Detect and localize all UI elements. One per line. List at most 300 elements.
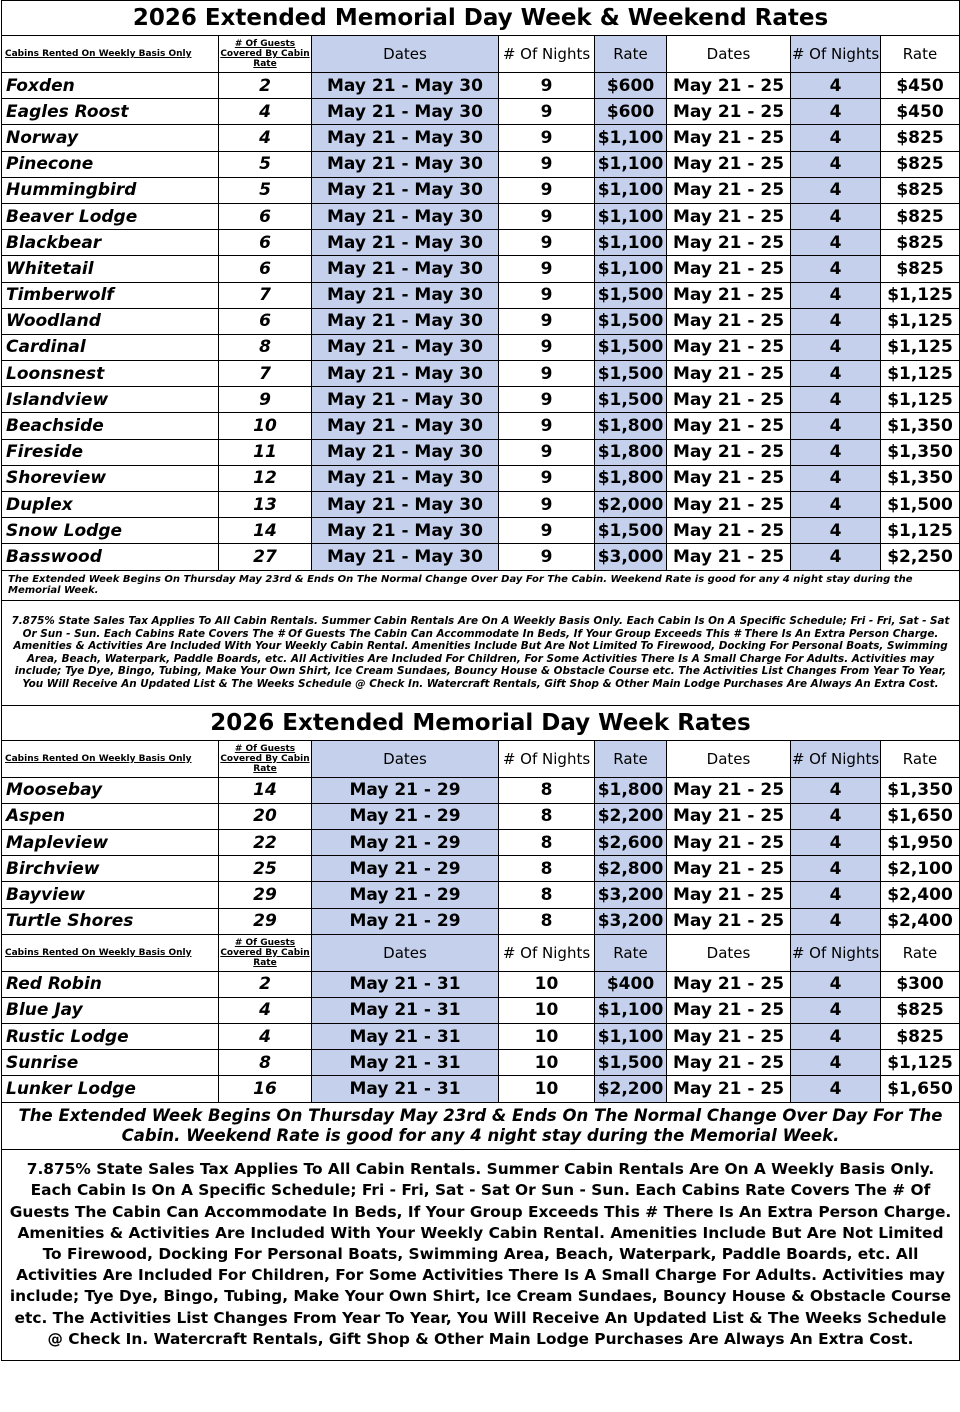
cabins-header: Cabins Rented On Weekly Basis Only: [2, 934, 219, 971]
cabin-name: Beachside: [2, 413, 219, 439]
week-nights: 8: [499, 856, 595, 882]
weekend-nights: 4: [791, 1050, 881, 1076]
table-row: [2, 413, 960, 439]
week-dates: May 21 - 29: [312, 803, 499, 829]
section-1-note: The Extended Week Begins On Thursday May 23rd & Ends On The Normal Change Over Day For The Cabin. Weekend Rate is good for any 4 night stay during the Memorial Week.: [2, 570, 960, 600]
week-nights: 9: [499, 256, 595, 282]
guests-header: # Of Guests Covered By Cabin Rate: [219, 740, 312, 777]
weekend-dates: May 21 - 25: [667, 1050, 791, 1076]
week-rate: $1,800: [595, 439, 667, 465]
weekend-dates: May 21 - 25: [667, 518, 791, 544]
weekend-rate: $1,950: [881, 829, 960, 855]
weekend-nights: 4: [791, 308, 881, 334]
section-2-header-row: [2, 740, 960, 777]
table-row: [2, 518, 960, 544]
table-row: [2, 361, 960, 387]
guest-count: 4: [219, 997, 312, 1023]
week-dates: May 21 - 31: [312, 971, 499, 997]
weekend-dates-header: Dates: [667, 740, 791, 777]
table-row: [2, 73, 960, 99]
rate-header: Rate: [595, 36, 667, 73]
cabin-name: Red Robin: [2, 971, 219, 997]
cabin-name: Blue Jay: [2, 997, 219, 1023]
week-rate: $1,100: [595, 256, 667, 282]
week-rate: $3,000: [595, 544, 667, 570]
week-rate: $1,500: [595, 361, 667, 387]
cabin-name: Duplex: [2, 492, 219, 518]
weekend-nights: 4: [791, 334, 881, 360]
week-rate: $1,100: [595, 177, 667, 203]
cabins-header: Cabins Rented On Weekly Basis Only: [2, 36, 219, 73]
week-nights: 9: [499, 439, 595, 465]
weekend-dates: May 21 - 25: [667, 544, 791, 570]
week-nights: 9: [499, 73, 595, 99]
guest-count: 9: [219, 387, 312, 413]
guest-count: 29: [219, 908, 312, 934]
week-dates: May 21 - May 30: [312, 308, 499, 334]
week-rate: $1,500: [595, 282, 667, 308]
week-dates: May 21 - May 30: [312, 492, 499, 518]
weekend-nights: 4: [791, 361, 881, 387]
weekend-nights: 4: [791, 908, 881, 934]
table-row: [2, 971, 960, 997]
table-row: [2, 125, 960, 151]
week-nights: 9: [499, 151, 595, 177]
weekend-nights: 4: [791, 829, 881, 855]
guest-count: 14: [219, 777, 312, 803]
guest-count: 7: [219, 361, 312, 387]
week-dates: May 21 - 31: [312, 1050, 499, 1076]
table-row: [2, 439, 960, 465]
guest-count: 10: [219, 413, 312, 439]
weekend-nights: 4: [791, 544, 881, 570]
week-nights: 9: [499, 308, 595, 334]
week-dates: May 21 - May 30: [312, 177, 499, 203]
week-rate: $1,100: [595, 203, 667, 229]
cabin-name: Sunrise: [2, 1050, 219, 1076]
weekend-rate: $825: [881, 151, 960, 177]
weekend-nights: 4: [791, 971, 881, 997]
guest-count: 22: [219, 829, 312, 855]
week-nights: 10: [499, 1076, 595, 1102]
guest-count: 2: [219, 971, 312, 997]
weekend-rate: $825: [881, 1024, 960, 1050]
table-row: [2, 387, 960, 413]
table-row: [2, 997, 960, 1023]
nights-header: # Of Nights: [499, 934, 595, 971]
weekend-rate: $2,400: [881, 882, 960, 908]
weekend-nights: 4: [791, 856, 881, 882]
cabins-header: Cabins Rented On Weekly Basis Only: [2, 740, 219, 777]
cabin-name: Woodland: [2, 308, 219, 334]
table-row: [2, 492, 960, 518]
week-dates: May 21 - 31: [312, 1076, 499, 1102]
guest-count: 4: [219, 125, 312, 151]
weekend-dates: May 21 - 25: [667, 492, 791, 518]
week-nights: 9: [499, 492, 595, 518]
cabin-name: Foxden: [2, 73, 219, 99]
cabin-name: Pinecone: [2, 151, 219, 177]
table-row: [2, 203, 960, 229]
weekend-nights: 4: [791, 99, 881, 125]
week-dates: May 21 - 29: [312, 882, 499, 908]
guest-count: 5: [219, 151, 312, 177]
weekend-rate-header: Rate: [881, 740, 960, 777]
weekend-dates: May 21 - 25: [667, 856, 791, 882]
weekend-rate: $1,125: [881, 308, 960, 334]
week-dates: May 21 - May 30: [312, 465, 499, 491]
weekend-dates: May 21 - 25: [667, 151, 791, 177]
week-nights: 8: [499, 777, 595, 803]
table-row: [2, 308, 960, 334]
week-dates: May 21 - May 30: [312, 282, 499, 308]
week-nights: 9: [499, 282, 595, 308]
week-nights: 9: [499, 334, 595, 360]
week-dates: May 21 - 31: [312, 997, 499, 1023]
weekend-rate: $1,125: [881, 387, 960, 413]
weekend-nights: 4: [791, 439, 881, 465]
table-row: [2, 334, 960, 360]
week-nights: 8: [499, 908, 595, 934]
weekend-nights: 4: [791, 125, 881, 151]
weekend-dates: May 21 - 25: [667, 1076, 791, 1102]
guest-count: 7: [219, 282, 312, 308]
weekend-nights: 4: [791, 282, 881, 308]
table-row: [2, 1050, 960, 1076]
table-row: [2, 777, 960, 803]
week-dates: May 21 - 31: [312, 1024, 499, 1050]
section-2-note: The Extended Week Begins On Thursday May 23rd & Ends On The Normal Change Over Day For The Cabin. Weekend Rate is good for any 4 night stay during the Memorial Week.: [2, 1102, 960, 1149]
weekend-rate: $1,350: [881, 439, 960, 465]
weekend-nights: 4: [791, 882, 881, 908]
guest-count: 11: [219, 439, 312, 465]
section-2-info: 7.875% State Sales Tax Applies To All Cabin Rentals. Summer Cabin Rentals Are On A Weekly Basis Only. Each Cabin Is On A Specific Schedule; Fri - Fri, Sat - Sat Or Sun - Sun. Each Cabins Rate Covers The # Of Guests The Cabin Can Accommodate In Beds, If Your Group Exceeds This # There Is An Extra Person Charge. Amenities & Activities Are Included With Your Weekly Cabin Rental. Amenities Include But Are Not Limited To Firewood, Docking For Personal Boats, Swimming Area, Beach, Waterpark, Paddle Boards, etc. All Activities Are Included For Children, For Some Activities There Is A Small Charge For Adults. Activities may include; Tye Dye, Bingo, Tubing, Make Your Own Shirt, Ice Cream Sundaes, Bouncy House & Obstacle Course etc. The Activities List Changes From Year To Year, You Will Receive An Updated List & The Weeks Schedule @ Check In. Watercraft Rentals, Gift Shop & Other Main Lodge Purchases Are Always An Extra Cost.: [2, 1149, 960, 1360]
guest-count: 13: [219, 492, 312, 518]
weekend-rate: $1,500: [881, 492, 960, 518]
week-nights: 9: [499, 203, 595, 229]
weekend-rate: $2,400: [881, 908, 960, 934]
cabin-name: Shoreview: [2, 465, 219, 491]
weekend-dates: May 21 - 25: [667, 203, 791, 229]
weekend-rate: $825: [881, 125, 960, 151]
guest-count: 14: [219, 518, 312, 544]
weekend-dates: May 21 - 25: [667, 334, 791, 360]
guest-count: 6: [219, 308, 312, 334]
weekend-rate: $2,250: [881, 544, 960, 570]
week-nights: 9: [499, 361, 595, 387]
week-nights: 8: [499, 882, 595, 908]
week-rate: $1,800: [595, 413, 667, 439]
week-rate: $1,500: [595, 1050, 667, 1076]
weekend-dates: May 21 - 25: [667, 282, 791, 308]
weekend-rate: $825: [881, 256, 960, 282]
cabin-name: Timberwolf: [2, 282, 219, 308]
weekend-rate: $1,350: [881, 465, 960, 491]
week-dates: May 21 - 29: [312, 777, 499, 803]
cabin-name: Aspen: [2, 803, 219, 829]
cabin-name: Bayview: [2, 882, 219, 908]
week-rate: $2,200: [595, 803, 667, 829]
weekend-rate: $1,650: [881, 803, 960, 829]
weekend-nights: 4: [791, 518, 881, 544]
weekend-rate: $1,125: [881, 282, 960, 308]
weekend-nights: 4: [791, 1076, 881, 1102]
weekend-dates: May 21 - 25: [667, 256, 791, 282]
week-dates: May 21 - May 30: [312, 361, 499, 387]
table-row: [2, 544, 960, 570]
guests-header: # Of Guests Covered By Cabin Rate: [219, 36, 312, 73]
table-row: [2, 829, 960, 855]
week-nights: 10: [499, 1050, 595, 1076]
weekend-nights: 4: [791, 151, 881, 177]
guest-count: 16: [219, 1076, 312, 1102]
weekend-nights-header: # Of Nights: [791, 740, 881, 777]
table-row: [2, 256, 960, 282]
cabin-name: Cardinal: [2, 334, 219, 360]
weekend-nights: 4: [791, 492, 881, 518]
dates-header: Dates: [312, 36, 499, 73]
cabin-name: Eagles Roost: [2, 99, 219, 125]
week-rate: $600: [595, 99, 667, 125]
cabin-name: Norway: [2, 125, 219, 151]
weekend-rate: $450: [881, 73, 960, 99]
weekend-rate: $1,350: [881, 777, 960, 803]
week-nights: 9: [499, 177, 595, 203]
week-dates: May 21 - 29: [312, 856, 499, 882]
week-nights: 9: [499, 518, 595, 544]
weekend-rate: $1,650: [881, 1076, 960, 1102]
week-nights: 9: [499, 387, 595, 413]
table-row: [2, 1076, 960, 1102]
weekend-dates: May 21 - 25: [667, 777, 791, 803]
week-dates: May 21 - May 30: [312, 413, 499, 439]
nights-header: # Of Nights: [499, 36, 595, 73]
section-1-title: 2026 Extended Memorial Day Week & Weekend Rates: [2, 1, 960, 36]
cabin-name: Beaver Lodge: [2, 203, 219, 229]
weekend-nights: 4: [791, 177, 881, 203]
week-nights: 9: [499, 99, 595, 125]
weekend-rate-header: Rate: [881, 36, 960, 73]
table-row: [2, 856, 960, 882]
weekend-nights: 4: [791, 230, 881, 256]
weekend-rate: $825: [881, 997, 960, 1023]
week-nights: 9: [499, 465, 595, 491]
weekend-dates: May 21 - 25: [667, 997, 791, 1023]
weekend-rate-header: Rate: [881, 934, 960, 971]
table-row: [2, 465, 960, 491]
week-nights: 10: [499, 997, 595, 1023]
section-2b-header-row: [2, 934, 960, 971]
week-nights: 9: [499, 413, 595, 439]
weekend-dates: May 21 - 25: [667, 125, 791, 151]
week-rate: $1,100: [595, 151, 667, 177]
week-rate: $1,800: [595, 465, 667, 491]
week-dates: May 21 - May 30: [312, 99, 499, 125]
week-dates: May 21 - 29: [312, 829, 499, 855]
week-rate: $2,600: [595, 829, 667, 855]
weekend-dates: May 21 - 25: [667, 230, 791, 256]
cabin-name: Fireside: [2, 439, 219, 465]
week-dates: May 21 - May 30: [312, 256, 499, 282]
week-rate: $2,200: [595, 1076, 667, 1102]
dates-header: Dates: [312, 740, 499, 777]
guest-count: 27: [219, 544, 312, 570]
table-row: [2, 282, 960, 308]
guest-count: 25: [219, 856, 312, 882]
weekend-rate: $1,125: [881, 1050, 960, 1076]
weekend-rate: $1,125: [881, 518, 960, 544]
week-nights: 9: [499, 230, 595, 256]
guest-count: 6: [219, 203, 312, 229]
week-nights: 8: [499, 829, 595, 855]
table-row: [2, 803, 960, 829]
guest-count: 8: [219, 1050, 312, 1076]
cabin-name: Loonsnest: [2, 361, 219, 387]
weekend-dates: May 21 - 25: [667, 73, 791, 99]
weekend-dates: May 21 - 25: [667, 908, 791, 934]
cabin-name: Blackbear: [2, 230, 219, 256]
table-row: [2, 151, 960, 177]
weekend-nights-header: # Of Nights: [791, 36, 881, 73]
table-row: [2, 882, 960, 908]
week-dates: May 21 - May 30: [312, 518, 499, 544]
week-rate: $1,800: [595, 777, 667, 803]
week-rate: $1,100: [595, 997, 667, 1023]
weekend-rate: $2,100: [881, 856, 960, 882]
weekend-nights: 4: [791, 413, 881, 439]
week-nights: 10: [499, 1024, 595, 1050]
weekend-rate: $825: [881, 203, 960, 229]
week-rate: $1,500: [595, 334, 667, 360]
section-1-header-row: [2, 36, 960, 73]
weekend-dates-header: Dates: [667, 934, 791, 971]
weekend-dates: May 21 - 25: [667, 413, 791, 439]
weekend-dates: May 21 - 25: [667, 387, 791, 413]
weekend-rate: $300: [881, 971, 960, 997]
weekend-dates: May 21 - 25: [667, 803, 791, 829]
cabin-name: Whitetail: [2, 256, 219, 282]
guest-count: 4: [219, 1024, 312, 1050]
guests-header: # Of Guests Covered By Cabin Rate: [219, 934, 312, 971]
cabin-name: Mapleview: [2, 829, 219, 855]
cabin-name: Basswood: [2, 544, 219, 570]
week-rate: $3,200: [595, 882, 667, 908]
weekend-dates-header: Dates: [667, 36, 791, 73]
week-rate: $1,500: [595, 387, 667, 413]
week-dates: May 21 - May 30: [312, 125, 499, 151]
weekend-nights: 4: [791, 1024, 881, 1050]
weekend-rate: $825: [881, 177, 960, 203]
weekend-dates: May 21 - 25: [667, 882, 791, 908]
week-nights: 8: [499, 803, 595, 829]
weekend-dates: May 21 - 25: [667, 971, 791, 997]
cabin-name: Islandview: [2, 387, 219, 413]
week-dates: May 21 - May 30: [312, 387, 499, 413]
weekend-rate: $1,125: [881, 334, 960, 360]
guest-count: 2: [219, 73, 312, 99]
guest-count: 6: [219, 256, 312, 282]
cabin-name: Birchview: [2, 856, 219, 882]
week-rate: $400: [595, 971, 667, 997]
weekend-nights: 4: [791, 203, 881, 229]
rate-header: Rate: [595, 740, 667, 777]
guest-count: 4: [219, 99, 312, 125]
weekend-nights: 4: [791, 465, 881, 491]
week-dates: May 21 - May 30: [312, 203, 499, 229]
nights-header: # Of Nights: [499, 740, 595, 777]
week-rate: $1,500: [595, 308, 667, 334]
week-rate: $1,500: [595, 518, 667, 544]
week-dates: May 21 - May 30: [312, 334, 499, 360]
week-dates: May 21 - May 30: [312, 230, 499, 256]
rates-table: [1, 0, 960, 1361]
week-rate: $2,800: [595, 856, 667, 882]
week-dates: May 21 - May 30: [312, 73, 499, 99]
week-nights: 9: [499, 125, 595, 151]
weekend-dates: May 21 - 25: [667, 99, 791, 125]
rate-header: Rate: [595, 934, 667, 971]
section-1-info: 7.875% State Sales Tax Applies To All Cabin Rentals. Summer Cabin Rentals Are On A Weekly Basis Only. Each Cabin Is On A Specific Schedule; Fri - Fri, Sat - Sat Or Sun - Sun. Each Cabins Rate Covers The # Of Guests The Cabin Can Accommodate In Beds, If Your Group Exceeds This # There Is An Extra Person Charge. Amenities & Activities Are Included With Your Weekly Cabin Rental. Amenities Include But Are Not Limited To Firewood, Docking For Personal Boats, Swimming Area, Beach, Waterpark, Paddle Boards, etc. All Activities Are Included For Children, For Some Activities There Is A Small Charge For Adults. Activities may include; Tye Dye, Bingo, Tubing, Make Your Own Shirt, Ice Cream Sundaes, Bouncy House & Obstacle Course etc. The Activities List Changes From Year To Year, You Will Receive An Updated List & The Weeks Schedule @ Check In. Watercraft Rentals, Gift Shop & Other Main Lodge Purchases Are Always An Extra Cost.: [2, 600, 960, 705]
guest-count: 5: [219, 177, 312, 203]
week-rate: $1,100: [595, 230, 667, 256]
weekend-nights: 4: [791, 387, 881, 413]
week-nights: 10: [499, 971, 595, 997]
cabin-name: Snow Lodge: [2, 518, 219, 544]
week-rate: $600: [595, 73, 667, 99]
weekend-nights: 4: [791, 256, 881, 282]
week-dates: May 21 - 29: [312, 908, 499, 934]
week-rate: $3,200: [595, 908, 667, 934]
cabin-name: Hummingbird: [2, 177, 219, 203]
table-row: [2, 230, 960, 256]
week-rate: $2,000: [595, 492, 667, 518]
weekend-nights-header: # Of Nights: [791, 934, 881, 971]
week-nights: 9: [499, 544, 595, 570]
guest-count: 20: [219, 803, 312, 829]
weekend-rate: $450: [881, 99, 960, 125]
dates-header: Dates: [312, 934, 499, 971]
week-rate: $1,100: [595, 1024, 667, 1050]
cabin-name: Turtle Shores: [2, 908, 219, 934]
weekend-rate: $825: [881, 230, 960, 256]
table-row: [2, 177, 960, 203]
table-row: [2, 99, 960, 125]
guest-count: 12: [219, 465, 312, 491]
weekend-nights: 4: [791, 777, 881, 803]
cabin-name: Moosebay: [2, 777, 219, 803]
weekend-dates: May 21 - 25: [667, 439, 791, 465]
guest-count: 6: [219, 230, 312, 256]
week-dates: May 21 - May 30: [312, 544, 499, 570]
week-dates: May 21 - May 30: [312, 439, 499, 465]
guest-count: 29: [219, 882, 312, 908]
weekend-dates: May 21 - 25: [667, 465, 791, 491]
cabin-name: Rustic Lodge: [2, 1024, 219, 1050]
weekend-nights: 4: [791, 997, 881, 1023]
weekend-nights: 4: [791, 803, 881, 829]
weekend-dates: May 21 - 25: [667, 177, 791, 203]
weekend-dates: May 21 - 25: [667, 361, 791, 387]
weekend-nights: 4: [791, 73, 881, 99]
week-dates: May 21 - May 30: [312, 151, 499, 177]
weekend-dates: May 21 - 25: [667, 1024, 791, 1050]
table-row: [2, 1024, 960, 1050]
weekend-dates: May 21 - 25: [667, 829, 791, 855]
section-2-title: 2026 Extended Memorial Day Week Rates: [2, 705, 960, 740]
week-rate: $1,100: [595, 125, 667, 151]
weekend-rate: $1,350: [881, 413, 960, 439]
weekend-dates: May 21 - 25: [667, 308, 791, 334]
